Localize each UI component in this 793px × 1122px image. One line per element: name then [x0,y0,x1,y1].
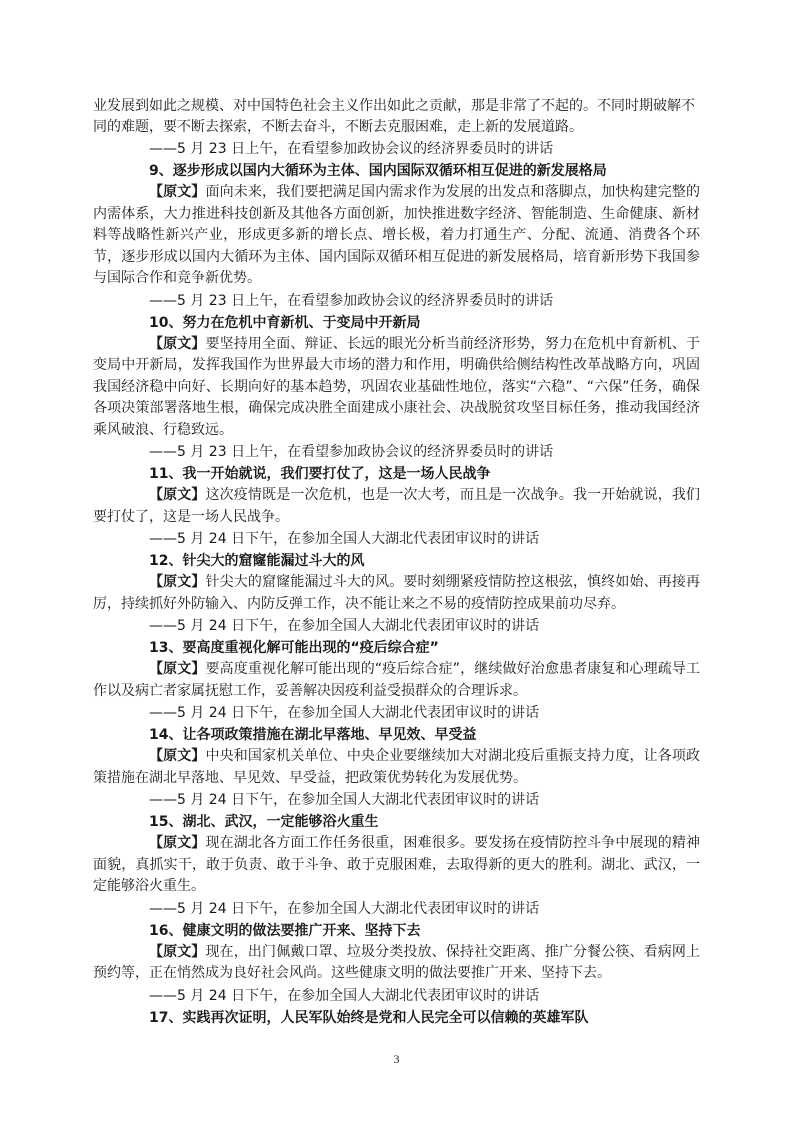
section-text: 面向未来，我们要把满足国内需求作为发展的出发点和落脚点，加快构建完整的内需体系，大力推进科技创新及其他各方面创新，加快推进数字经济、智能制造、生命健康、新材料等战略性新兴产业，形成更多新的增长点、增长极，着力打通生产、分配、流通、消费各个环节，逐步形成以国内大循环为主体、国内国际双循环相互促进的新发展格局，培育新形势下我国参与国际合作和竞争新优势。 [93,184,701,286]
section-paragraph [93,833,700,898]
section-heading: 13、要高度重视化解可能出现的“疫后综合症” [149,640,439,656]
final-section-heading: 17、实践再次证明，人民军队始终是党和人民完全可以信赖的英雄军队 [149,1009,589,1026]
section-paragraph [93,334,700,442]
original-text-label: 【原文】 [149,661,206,677]
original-text-label: 【原文】 [149,835,206,851]
intro-source: ——5 月 23 日上午，在看望参加政协会议的经济界委员时的讲话 [149,141,554,157]
original-text-label: 【原文】 [149,574,206,590]
section-heading: 16、健康文明的做法要推广开来、坚持下去 [149,922,421,939]
section-heading: 14、让各项政策措施在湖北早落地、早见效、早受益 [149,727,477,743]
section-text: 要高度重视化解可能出现的“疫后综合症”，继续做好治愈患者康复和心理疏导工作以及病亡者家属抚慰工作，妥善解决因疫利益受损群众的合理诉求。 [93,661,700,699]
section-heading: 11、我一开始就说，我们要打仗了，这是一场人民战争 [149,466,491,482]
section-paragraph [93,572,700,615]
document-body [93,96,700,1029]
section-source: ——5 月 24 日下午，在参加全国人大湖北代表团审议时的讲话 [149,900,540,917]
original-text-label: 【原文】 [149,943,206,960]
section-source: ——5 月 24 日下午，在参加全国人大湖北代表团审议时的讲话 [149,987,540,1004]
original-text-label: 【原文】 [149,748,206,764]
section-paragraph [93,182,700,290]
section-paragraph [93,942,700,985]
section-text: 中央和国家机关单位、中央企业要继续加大对湖北疫后重振支持力度，让各项政策措施在湖北早落地、早见效、早受益，把政策优势转化为发展优势。 [93,748,701,786]
section-heading: 15、湖北、武汉，一定能够浴火重生 [149,814,379,830]
section-text: 现在，出门佩戴口罩、垃圾分类投放、保持社交距离、推广分餐公筷、看病网上预约等，正在悄然成为良好社会风尚。这些健康文明的做法要推广开来、坚持下去。 [93,943,701,981]
section-source: ——5 月 24 日下午，在参加全国人大湖北代表团审议时的讲话 [149,792,540,808]
original-text-label: 【原文】 [149,335,206,352]
section-paragraph [93,746,700,789]
section-text: 要坚持用全面、辩证、长远的眼光分析当前经济形势，努力在危机中育新机、于变局中开新局，发挥我国作为世界最大市场的潜力和作用，明确供给侧结构性改革战略方向，巩固我国经济稳中向好、长期向好的基本趋势，巩固农业基础性地位，落实“六稳”、“六保”任务，确保各项决策部署落地生根，确保完成决胜全面建成小康社会、决战脱贫攻坚目标任务，推动我国经济乘风破浪、行稳致远。 [93,335,701,438]
section-paragraph [93,659,700,702]
section-paragraph [93,485,700,528]
original-text-label: 【原文】 [149,184,206,200]
section-source: ——5 月 23 日上午，在看望参加政协会议的经济界委员时的讲话 [149,292,554,309]
section-source: ——5 月 24 日下午，在参加全国人大湖北代表团审议时的讲话 [149,705,540,721]
intro-line-2: 同的难题，要不断去探索，不断去奋斗，不断去克服困难，走上新的发展道路。 [93,119,583,135]
page-number: 3 [393,1052,400,1066]
section-heading: 10、努力在危机中育新机、于变局中开新局 [149,314,421,331]
original-text-label: 【原文】 [149,487,206,503]
section-heading: 12、针尖大的窟窿能漏过斗大的风 [149,553,365,569]
section-source: ——5 月 24 日下午，在参加全国人大湖北代表团审议时的讲话 [149,531,540,547]
intro-line-1: 业发展到如此之规模、对中国特色社会主义作出如此之贡献，那是非常了不起的。不同时期破解不 [93,98,695,114]
section-heading: 9、逐步形成以国内大循环为主体、国内国际双循环相互促进的新发展格局 [149,163,607,179]
section-text: 针尖大的窟窿能漏过斗大的风。要时刻绷紧疫情防控这根弦，慎终如始、再接再厉，持续抓好外防输入、内防反弹工作，决不能让来之不易的疫情防控成果前功尽弃。 [93,574,701,612]
section-text: 这次疫情既是一次危机，也是一次大考，而且是一次战争。我一开始就说，我们要打仗了，这是一场人民战争。 [93,487,701,525]
section-source: ——5 月 24 日下午，在参加全国人大湖北代表团审议时的讲话 [149,618,540,634]
section-text: 现在湖北各方面工作任务很重，困难很多。要发扬在疫情防控斗争中展现的精神面貌，真抓实干，敢于负责、敢于斗争、敢于克服困难，去取得新的更大的胜利。湖北、武汉，一定能够浴火重生。 [93,835,701,894]
section-source: ——5 月 23 日上午，在看望参加政协会议的经济界委员时的讲话 [149,444,554,460]
